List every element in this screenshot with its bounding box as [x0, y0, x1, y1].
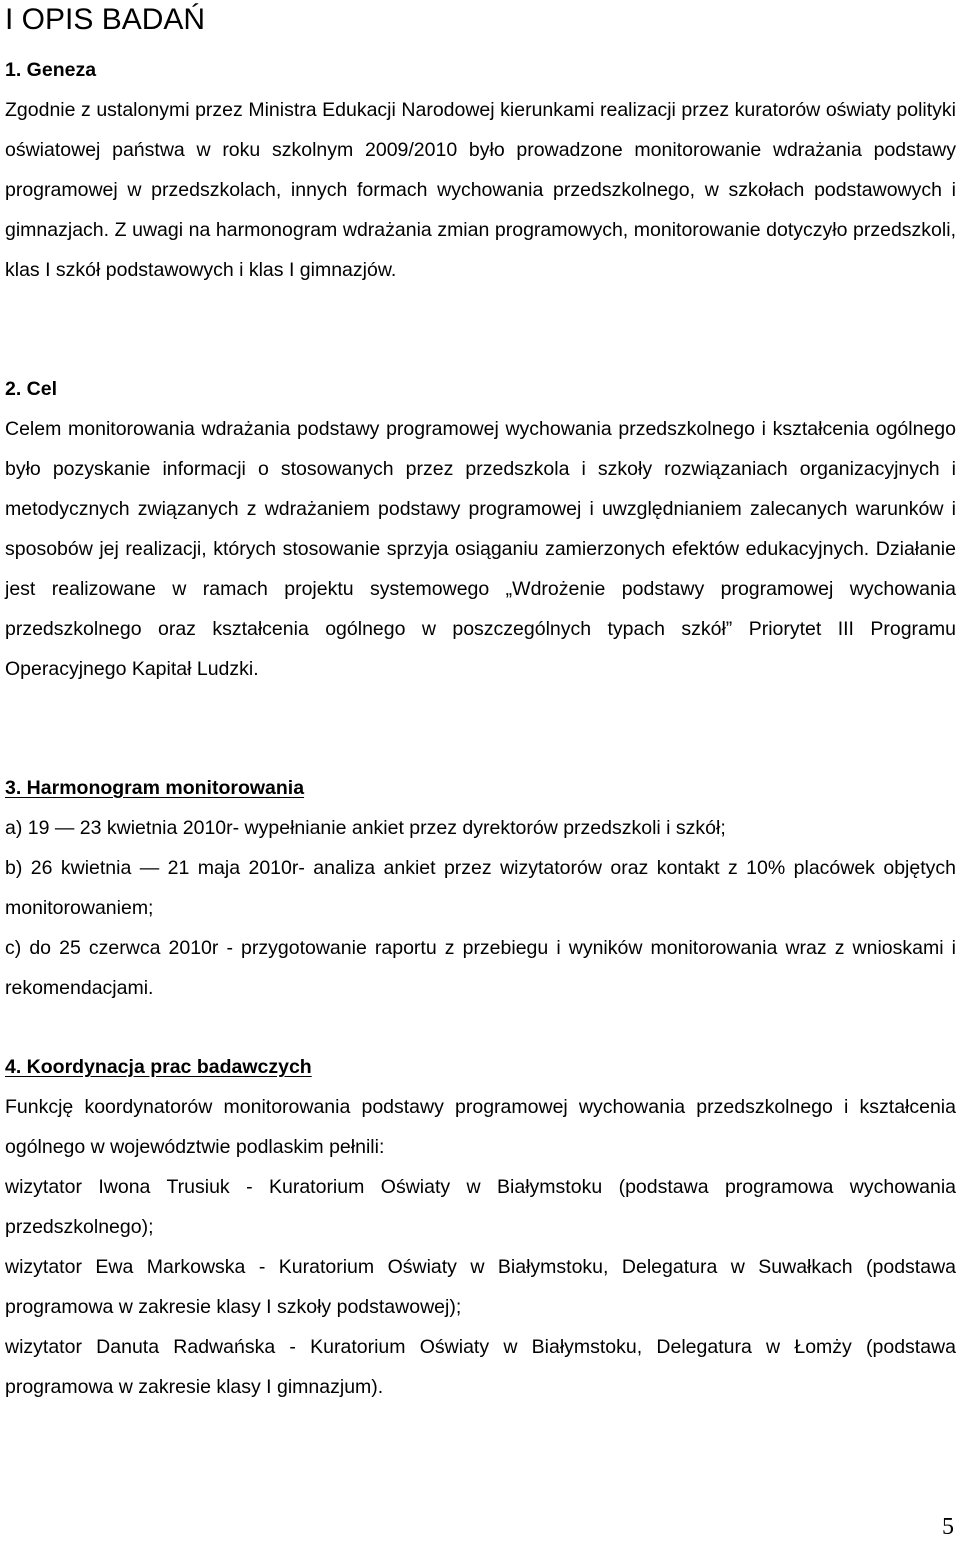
section-heading: 4. Koordynacja prac badawczych	[5, 1056, 312, 1078]
section-koordynacja	[5, 1047, 956, 1407]
section-heading: 1. Geneza	[5, 59, 97, 81]
section-heading: 2. Cel	[5, 378, 58, 400]
schedule-item: b) 26 kwietnia — 21 maja 2010r- analiza ankiet przez wizytatorów oraz kontakt z 10% placówek objętych monitorowaniem;	[5, 857, 956, 919]
coordinator-item: wizytator Iwona Trusiuk - Kuratorium Oświaty w Białymstoku (podstawa programowa wychowania przedszkolnego);	[5, 1176, 956, 1238]
schedule-item: a) 19 — 23 kwietnia 2010r- wypełnianie ankiet przez dyrektorów przedszkoli i szkół;	[5, 817, 726, 839]
section-paragraph: Zgodnie z ustalonymi przez Ministra Edukacji Narodowej kierunkami realizacji przez kuratorów oświaty polityki oświatowej państwa w roku szkolnym 2009/2010 było prowadzone monitorowanie wdrażania podstawy programowej w przedszkolach, innych formach wychowania przedszkolnego, w szkołach podstawowych i gimnazjach. Z uwagi na harmonogram wdrażania zmian programowych, monitorowanie dotyczyło przedszkoli, klas I szkół podstawowych i klas I gimnazjów.	[5, 99, 956, 281]
section-heading: 3. Harmonogram monitorowania	[5, 777, 305, 799]
section-cel	[5, 369, 956, 689]
page-number: 5	[942, 1514, 954, 1540]
section-paragraph: Celem monitorowania wdrażania podstawy programowej wychowania przedszkolnego i kształcenia ogólnego było pozyskanie informacji o stosowanych przez przedszkola i szkoły rozwiązaniach organizacyjnych i metodycznych związanych z wdrażaniem podstawy programowej i uwzględnianiem zalecanych warunków i sposobów jej realizacji, których stosowanie sprzyja osiąganiu zamierzonych efektów edukacyjnych. Działanie jest realizowane w ramach projektu systemowego „Wdrożenie podstawy programowej wychowania przedszkolnego oraz kształcenia ogólnego w poszczególnych typach szkół” Priorytet III Programu Operacyjnego Kapitał Ludzki.	[5, 418, 956, 680]
coordinator-item: wizytator Ewa Markowska - Kuratorium Oświaty w Białymstoku, Delegatura w Suwałkach (podstawa programowa w zakresie klasy I szkoły podstawowej);	[5, 1256, 956, 1318]
coordinator-item: wizytator Danuta Radwańska - Kuratorium Oświaty w Białymstoku, Delegatura w Łomży (podstawa programowa w zakresie klasy I gimnazjum).	[5, 1336, 956, 1398]
section-paragraph: Funkcję koordynatorów monitorowania podstawy programowej wychowania przedszkolnego i kształcenia ogólnego w województwie podlaskim pełnili:	[5, 1096, 956, 1158]
document-title: I OPIS BADAŃ	[5, 3, 206, 36]
section-geneza	[5, 50, 956, 290]
section-harmonogram	[5, 768, 956, 1008]
schedule-item: c) do 25 czerwca 2010r - przygotowanie raportu z przebiegu i wyników monitorowania wraz z wnioskami i rekomendacjami.	[5, 937, 956, 999]
